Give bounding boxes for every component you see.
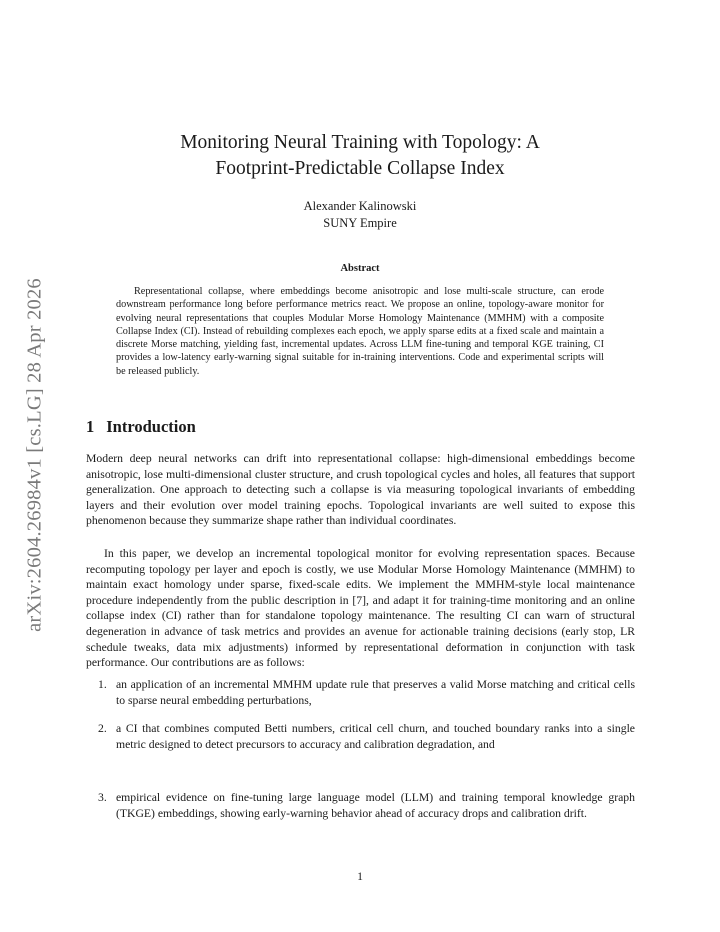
contribution-item-3 [98,790,635,821]
list-marker: 3. [98,791,107,804]
author-name: Alexander Kalinowski [303,199,417,213]
arxiv-identifier [20,262,50,647]
section-title: Introduction [106,417,196,436]
author-affiliation: SUNY Empire [323,216,397,230]
intro-paragraph-2: In this paper, we develop an incremental topological monitor for evolving representation spaces. Because recomputing topology per layer and epoch is costly, we use Modular Morse Homology Maintenance (MMHM) to maintain exact homology under sparse, fixed-scale edits. We implement the MMHM-style local maintenance procedure independently from the public description in [7], and adapt it for training-time monitoring and an online collapse index (CI) rather than for standalone topology maintenance. The resulting CI can warn of structural degeneration in advance of task metrics and provides an avenue for actionable training decisions (early stop, LR schedule tweaks, data mix adjustments) informed by representational deformation in conjunction with task performance. Our contributions are as follows: [86,547,635,670]
contribution-item-1 [98,677,635,708]
contribution-item-2 [98,721,635,752]
intro-paragraph-1: Modern deep neural networks can drift into representational collapse: high-dimensional embeddings become anisotropic, lose multi-dimensional cluster structure, and crush topological cycles and holes, all features that support generalization. One approach to detecting such a collapse is via measuring topological invariants of embedding layers and their evolution over model training epochs. Topological invariants are well suited to expose this phenomenon because they summarize shape rather than individual coordinates. [86,452,635,528]
paper-title-line-1: Monitoring Neural Training with Topology: A [180,132,540,153]
contribution-text: empirical evidence on fine-tuning large language model (LLM) and training temporal knowledge graph (TKGE) embeddings, showing early-warning behavior ahead of accuracy drops and calibration drift. [116,791,635,820]
abstract-text: Representational collapse, where embeddings become anisotropic and lose multi-scale structure, can erode downstream performance long before performance metrics react. We propose an online, topology-aware monitor for evolving neural representations that couples Modular Morse Homology Maintenance (MMHM) with a composite Collapse Index (CI). Instead of rebuilding complexes each epoch, we apply sparse edits at a fixed scale and maintain a discrete Morse matching, yielding fast, incremental updates. Across LLM fine-tuning and temporal KGE training, CI provides a low-latency early-warning signal suitable for in-training interventions. Code and experimental scripts will be released publicly. [116,286,604,377]
contribution-text: an application of an incremental MMHM update rule that preserves a valid Morse matching and critical cells to sparse neural embedding perturbations, [116,678,635,707]
page-number: 1 [357,870,363,883]
section-number: 1 [86,417,95,436]
abstract-heading: Abstract [340,263,380,274]
arxiv-identifier-text: arXiv:2604.26984v1 [cs.LG] 28 Apr 2026 [23,277,46,632]
paper-title-line-2: Footprint-Predictable Collapse Index [215,158,505,179]
list-marker: 1. [98,678,107,691]
list-marker: 2. [98,722,107,735]
contribution-text: a CI that combines computed Betti numbers, critical cell churn, and touched boundary ranks into a single metric designed to detect precursors to accuracy and calibration degradation, and [116,722,635,751]
section-heading [86,417,196,437]
